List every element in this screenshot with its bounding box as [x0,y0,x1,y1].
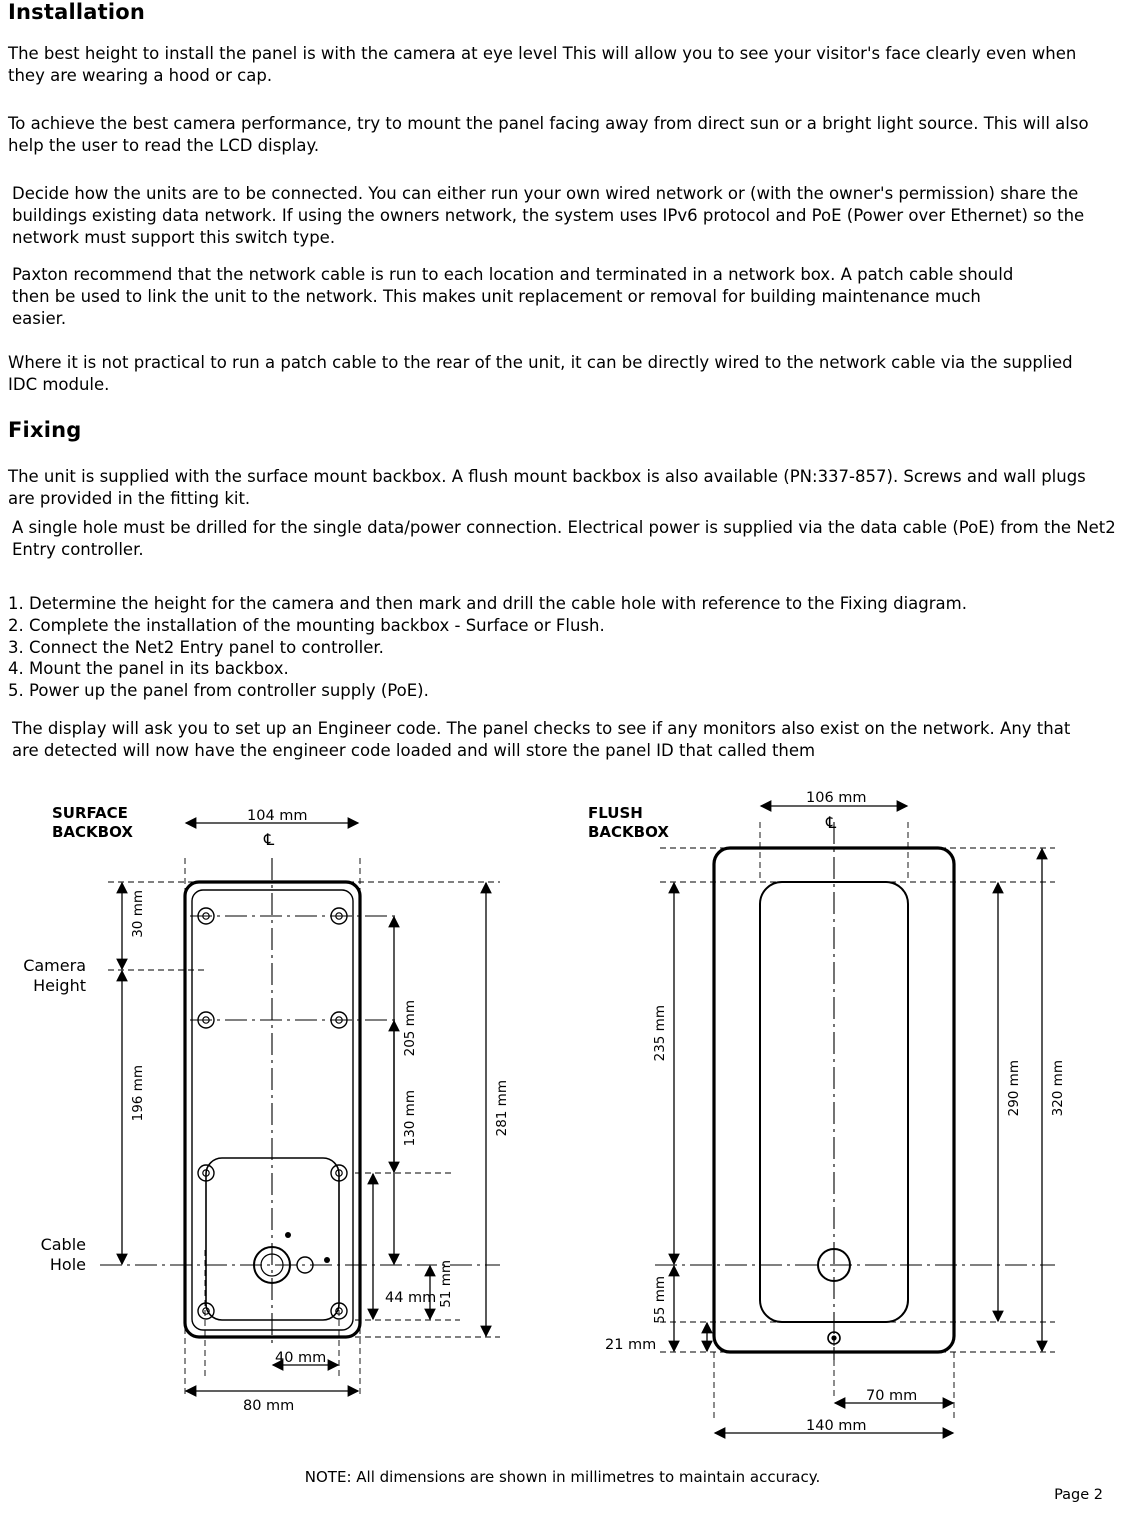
label-camera-height [4,956,86,996]
paragraph-text: The unit is supplied with the surface mount backbox. A flush mount backbox is also available (PN:337-857). Screws and wall plugs are provided in the fitting kit. [8,467,1086,508]
diagram-note: NOTE: All dimensions are shown in millimetres to maintain accuracy. [304,1468,821,1486]
installation-paragraph-3 [12,183,1109,248]
installation-heading-block [8,0,1117,24]
dim-surface-51mm: 51 mm [438,1260,454,1308]
surface-backbox-title-line1: SURFACE [52,804,128,822]
dim-surface-44mm: 44 mm [385,1290,437,1306]
surface-backbox-title [52,804,133,842]
paragraph-text: Where it is not practical to run a patch cable to the rear of the unit, it can be directly wired to the network cable via the supplied IDC module. [8,353,1073,394]
dim-surface-80mm: 80 mm [243,1398,295,1414]
surface-backbox-title-line2: BACKBOX [52,822,133,841]
dim-flush-55mm: 55 mm [652,1276,668,1324]
dim-surface-130mm: 130 mm [402,1090,418,1147]
dim-surface-30mm: 30 mm [130,890,146,938]
installation-paragraph-5 [8,352,1095,396]
dim-flush-106mm: 106 mm [806,790,867,806]
paragraph-text: Paxton recommend that the network cable is run to each location and terminated in a network box. A patch cable should then be used to link the unit to the network. This makes unit replacement or removal for building maintenance much easier. [12,265,1014,328]
page-title-installation: Installation [8,0,146,24]
cable-hole-line2: Hole [49,1255,86,1274]
flush-backbox-title-line1: FLUSH [588,804,643,822]
dim-flush-290mm: 290 mm [1006,1060,1022,1117]
list-item: 1. Determine the height for the camera and then mark and drill the cable hole with reference to the Fixing diagram. [8,594,967,613]
page-number: Page 2 [1054,1487,1103,1503]
paragraph-text: The best height to install the panel is with the camera at eye level This will allow you to see your visitor's face clearly even when they are wearing a hood or cap. [8,44,1077,85]
fixing-steps-list [8,593,1117,702]
dim-flush-70mm: 70 mm [866,1388,918,1404]
paragraph-text: Decide how the units are to be connected. You can either run your own wired network or (with the owner's permission) share the buildings existing data network. If using the owners network, the system uses IPv6 protocol and PoE (Power over Ethernet) so the network must support this switch type. [12,184,1085,247]
page-title-fixing: Fixing [8,418,82,442]
dim-flush-21mm: 21 mm [605,1337,657,1353]
closing-paragraph [12,718,1085,762]
paragraph-text: To achieve the best camera performance, try to mount the panel facing away from direct sun or a bright light source. This will also help the user to read the LCD display. [8,114,1089,155]
fixing-heading-block [8,418,1117,442]
list-item: 4. Mount the panel in its backbox. [8,659,289,679]
list-item: 5. Power up the panel from controller supply (PoE). [8,681,429,701]
label-cable-hole [4,1235,86,1275]
dim-surface-205mm: 205 mm [402,1000,418,1057]
installation-paragraph-4 [12,264,1035,329]
fixing-paragraph-1 [8,466,1095,510]
paragraph-text: A single hole must be drilled for the single data/power connection. Electrical power is supplied via the data cable (PoE) from the Net2 Entry controller. [12,518,1116,559]
camera-height-line1: Camera [23,956,86,975]
dim-surface-104mm: 104 mm [247,808,308,824]
list-item: 3. Connect the Net2 Entry panel to controller. [8,637,384,657]
list-item: 2. Complete the installation of the mounting backbox - Surface or Flush. [8,615,605,635]
dim-surface-196mm: 196 mm [130,1065,146,1122]
diagram-drawing [0,780,1125,1480]
flush-centreline-symbol: ℄ [826,813,837,832]
dim-surface-281mm: 281 mm [494,1080,510,1137]
installation-paragraph-2 [8,113,1117,157]
dim-flush-140mm: 140 mm [806,1418,867,1434]
camera-height-line2: Height [33,976,86,995]
flush-backbox-title-line2: BACKBOX [588,822,669,841]
cable-hole-line1: Cable [40,1235,86,1254]
flush-backbox-title [588,804,669,842]
dim-flush-235mm: 235 mm [652,1005,668,1062]
installation-paragraph-1 [8,43,1117,87]
dim-flush-320mm: 320 mm [1050,1060,1066,1117]
dim-surface-40mm: 40 mm [275,1350,327,1366]
paragraph-text: The display will ask you to set up an Engineer code. The panel checks to see if any monitors also exist on the network. Any that are detected will now have the engineer code loaded and will store the panel ID that called them [12,719,1071,760]
fixing-paragraph-2 [12,517,1117,561]
surface-centreline-symbol: ℄ [264,830,275,849]
fixing-diagram [0,780,1125,1480]
